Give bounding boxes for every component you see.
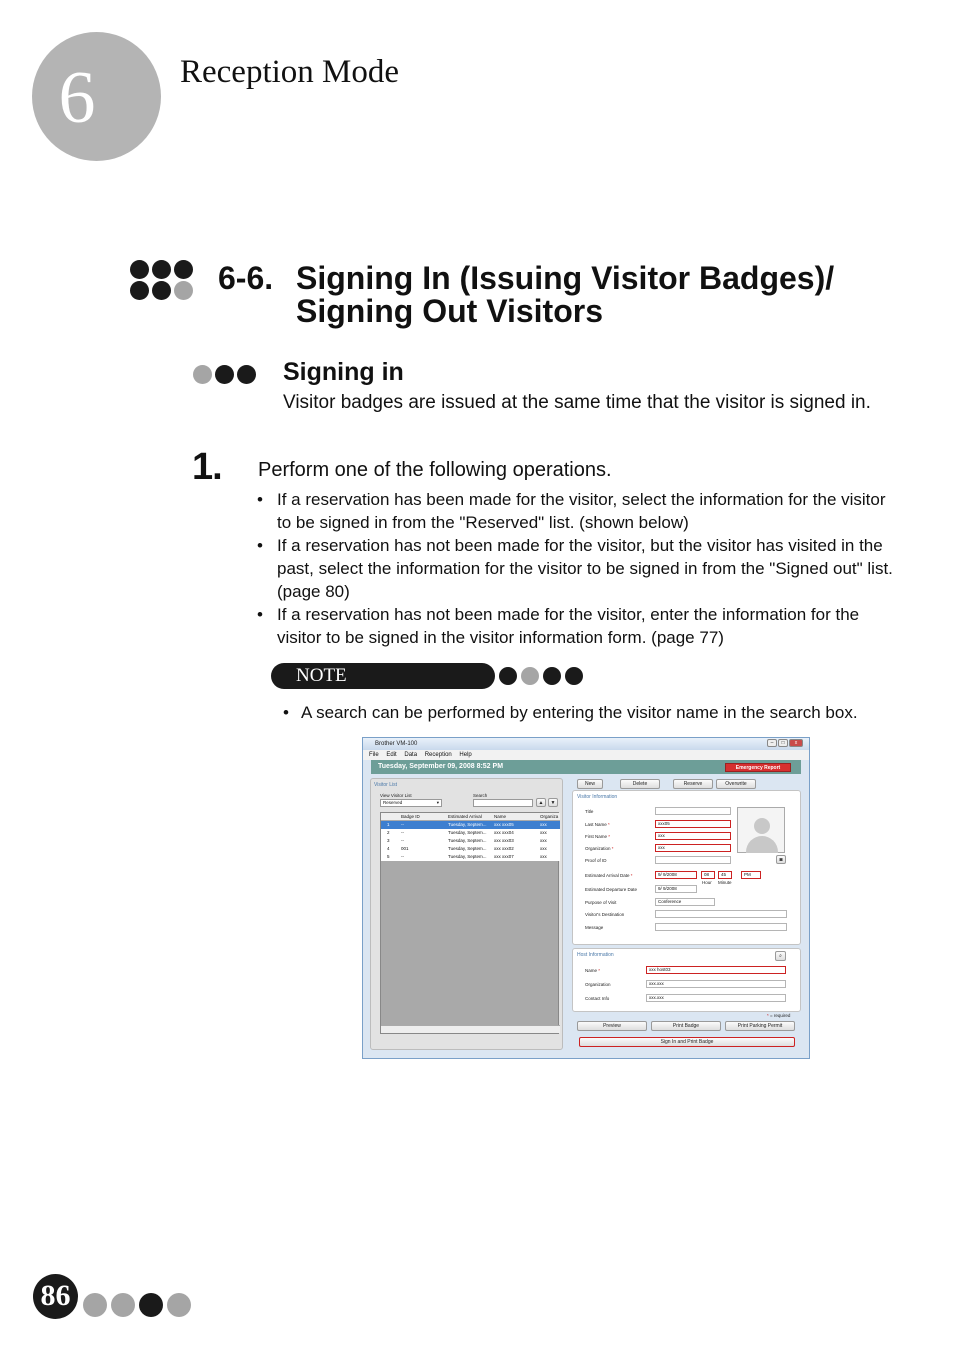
close-icon[interactable]: x: [789, 739, 803, 747]
visitor-info-panel: Visitor Information Title Last Name * xxx05 First Name * xxx Organization * xxx Proof of ID ◙ Estimated Arrival Date * 9/ 9/2008 08 45 PM Hour Minute Estimated Departure Date 9/ 9/2008 Purpose of Visit Conference Visitor's Destination Message: [572, 790, 801, 945]
menu-data[interactable]: Data: [404, 752, 418, 758]
list-item: • If a reservation has not been made for the visitor, enter the information for the visitor to be signed in the visitor information form. (page 77): [257, 605, 860, 647]
window-titlebar: [363, 738, 809, 750]
list-item: • If a reservation has been made for the visitor, select the information for the visitor to be signed in from the "Reserved" list. (shown below): [257, 490, 886, 532]
chapter-number: 6: [58, 57, 96, 139]
menu-file[interactable]: File: [369, 752, 379, 758]
note-text: • A search can be performed by entering the visitor name in the search box.: [283, 703, 858, 722]
host-info-panel: Host Information ⌕ Name * xxx host03 Organization xxx.xxx Contact Info xxx.xxx: [572, 948, 801, 1012]
step-number: 1.: [192, 446, 222, 488]
host-name-field[interactable]: xxx host03: [646, 966, 786, 974]
date-text: Tuesday, September 09, 2008 8:52 PM: [378, 763, 504, 770]
first-name-field[interactable]: xxx: [655, 832, 731, 840]
table-row[interactable]: 1 -- Tuesday, Septem... xxx xxx05 xxx: [381, 821, 560, 829]
destination-field[interactable]: [655, 910, 787, 918]
minimize-icon[interactable]: –: [767, 739, 777, 747]
photo-placeholder: [737, 807, 785, 853]
horizontal-scrollbar[interactable]: [381, 1025, 560, 1033]
table-row[interactable]: 3 -- Tuesday, Septem... xxx xxx03 xxx: [381, 837, 560, 845]
list-item: • If a reservation has not been made for the visitor, but the visitor has visited in the past, select the information for the visitor to be signed in from the "Signed out" list. (page 80): [257, 536, 893, 601]
note-label: NOTE: [296, 665, 347, 686]
date-bar: [371, 760, 801, 774]
visitor-list-panel: [370, 778, 563, 1050]
view-list-label: View Visitor List: [380, 793, 412, 798]
sort-down-icon[interactable]: ▼: [548, 798, 558, 807]
app-screenshot: [362, 737, 810, 1059]
arrival-hour-field[interactable]: 08: [701, 871, 715, 879]
arrival-date-field[interactable]: 9/ 9/2008: [655, 871, 697, 879]
message-field[interactable]: [655, 923, 787, 931]
host-contact-field[interactable]: xxx.xxx: [646, 994, 786, 1002]
table-row[interactable]: 5 -- Tuesday, Septem... xxx xxx07 xxx: [381, 853, 560, 861]
section-title-line1: Signing In (Issuing Visitor Badges)/: [296, 260, 835, 296]
avatar-icon: [754, 818, 770, 834]
print-badge-button[interactable]: Print Badge: [651, 1021, 721, 1031]
search-icon[interactable]: ⌕: [775, 951, 786, 961]
menu-help[interactable]: Help: [459, 752, 472, 758]
host-organization-field[interactable]: xxx.xxx: [646, 980, 786, 988]
arrival-minute-field[interactable]: 45: [718, 871, 732, 879]
delete-button[interactable]: Delete: [620, 779, 660, 789]
last-name-field[interactable]: xxx05: [655, 820, 731, 828]
sign-in-print-badge-button[interactable]: Sign In and Print Badge: [579, 1037, 795, 1047]
host-info-title: Host Information: [577, 952, 614, 958]
camera-icon[interactable]: ◙: [776, 855, 786, 864]
preview-button[interactable]: Preview: [577, 1021, 647, 1031]
title-field[interactable]: [655, 807, 731, 815]
section-title: [218, 262, 834, 328]
required-note: * = required: [767, 1013, 791, 1018]
table-row[interactable]: 4 001 Tuesday, Septem... xxx xxx02 xxx: [381, 845, 560, 853]
overwrite-button[interactable]: Overwrite: [716, 779, 756, 789]
step-bullet-list: [257, 488, 897, 649]
subsection-description: Visitor badges are issued at the same time that the visitor is signed in.: [283, 392, 871, 413]
page-number: 86: [40, 1279, 71, 1312]
visitor-info-title: Visitor Information: [577, 794, 618, 800]
sort-up-icon[interactable]: ▲: [536, 798, 546, 807]
chapter-title: Reception Mode: [180, 54, 400, 90]
search-input[interactable]: [473, 799, 533, 807]
table-row[interactable]: 2 -- Tuesday, Septem... xxx xxx04 xxx: [381, 829, 560, 837]
new-button[interactable]: New: [577, 779, 603, 789]
menu-edit[interactable]: Edit: [386, 752, 397, 758]
visitor-table: [380, 812, 559, 1034]
view-list-select[interactable]: Reserved ▾: [380, 799, 442, 807]
maximize-icon[interactable]: □: [778, 739, 788, 747]
arrival-ampm-field[interactable]: PM: [741, 871, 761, 879]
table-header: Badge ID Estimated Arrival Name Organiza: [381, 813, 560, 821]
section-number: 6-6.: [218, 260, 274, 296]
departure-date-field[interactable]: 9/ 9/2008: [655, 885, 697, 893]
print-parking-button[interactable]: Print Parking Permit: [725, 1021, 795, 1031]
search-label: Search: [473, 793, 488, 798]
purpose-select[interactable]: Conference: [655, 898, 715, 906]
window-title: Brother VM-100: [375, 741, 418, 747]
subsection-heading: Signing in: [283, 358, 404, 386]
menu-bar: [363, 750, 809, 760]
step-text: Perform one of the following operations.: [258, 459, 612, 481]
menu-reception[interactable]: Reception: [424, 752, 452, 758]
reserve-button[interactable]: Reserve: [673, 779, 713, 789]
chevron-down-icon: ▾: [436, 800, 439, 805]
section-title-line2: Signing Out Visitors: [296, 293, 603, 329]
emergency-report-button[interactable]: Emergency Report: [725, 763, 791, 772]
organization-field[interactable]: xxx: [655, 844, 731, 852]
visitor-list-title: Visitor List: [374, 782, 397, 788]
proof-id-field[interactable]: [655, 856, 731, 864]
